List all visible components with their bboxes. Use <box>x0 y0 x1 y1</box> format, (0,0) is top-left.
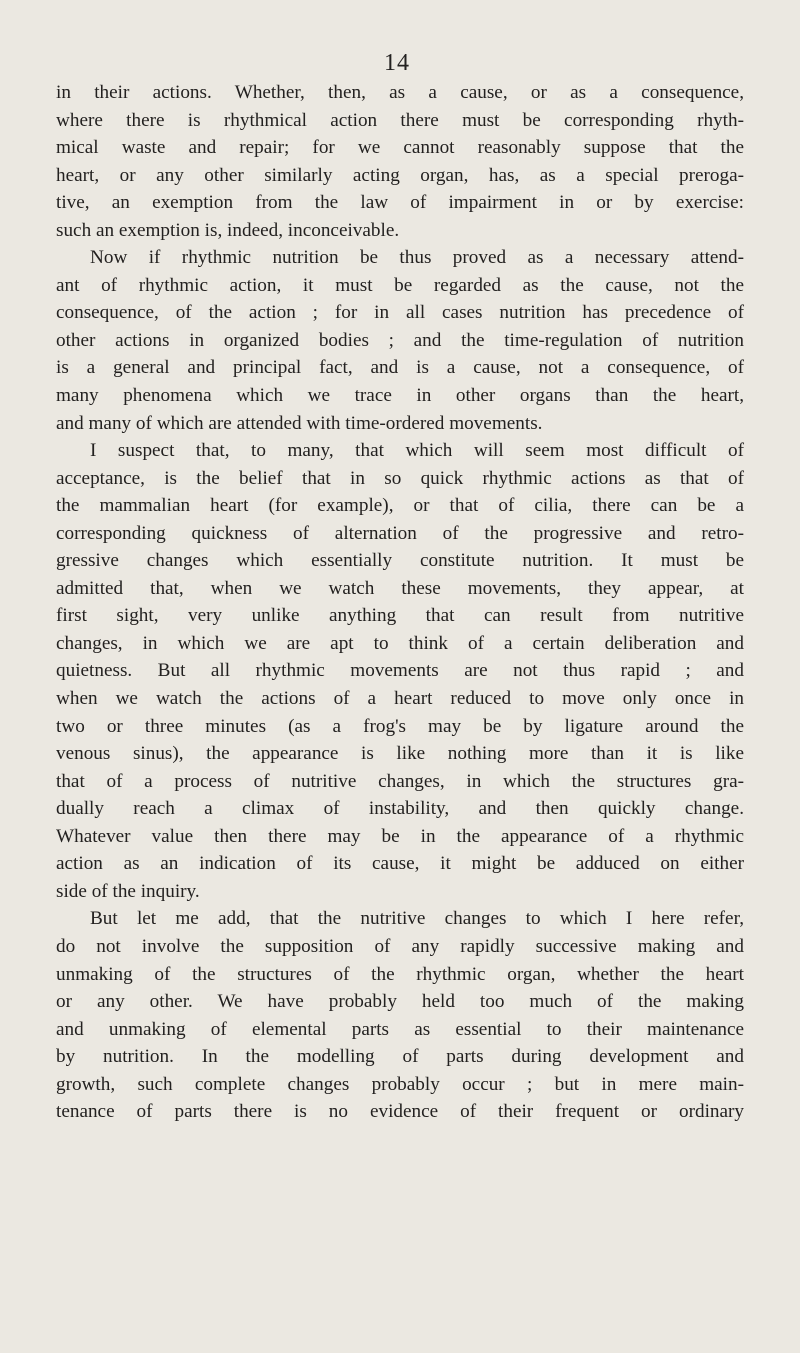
text-line: two or three minutes (as a frog's may be by ligature around the <box>56 715 744 737</box>
text-line: the mammalian heart (for example), or that of cilia, there can be a <box>56 495 744 517</box>
page-number: 14 <box>384 50 410 76</box>
text-line: side of the inquiry. <box>56 880 200 902</box>
text-line: and unmaking of elemental parts as essential to their maintenance <box>56 1018 744 1040</box>
text-line: many phenomena which we trace in other organs than the heart, <box>56 385 744 407</box>
text-line: heart, or any other similarly acting organ, has, as a special preroga- <box>56 164 744 186</box>
text-line: venous sinus), the appearance is like nothing more than it is like <box>56 743 744 765</box>
text-line: admitted that, when we watch these movements, they appear, at <box>56 577 744 599</box>
text-line: consequence, of the action ; for in all cases nutrition has precedence of <box>56 302 744 324</box>
text-line: by nutrition. In the modelling of parts during development and <box>56 1046 744 1068</box>
text-line: ant of rhythmic action, it must be regarded as the cause, not the <box>56 274 744 296</box>
text-line: changes, in which we are apt to think of a certain deliberation and <box>56 632 744 654</box>
text-line: dually reach a climax of instability, and then quickly change. <box>56 798 744 820</box>
text-line: such an exemption is, indeed, inconceivable. <box>56 219 400 241</box>
text-line: do not involve the supposition of any rapidly successive making and <box>56 935 744 957</box>
text-line: Whatever value then there may be in the appearance of a rhythmic <box>56 825 744 847</box>
text-line: tive, an exemption from the law of impairment in or by exercise: <box>56 192 744 214</box>
text-line: or any other. We have probably held too much of the making <box>56 991 744 1013</box>
text-line: is a general and principal fact, and is a cause, not a consequence, of <box>56 357 744 379</box>
text-line: Now if rhythmic nutrition be thus proved as a necessary attend- <box>90 247 744 269</box>
text-line: gressive changes which essentially constitute nutrition. It must be <box>56 550 744 572</box>
text-line: other actions in organized bodies ; and the time-regulation of nutrition <box>56 329 744 351</box>
text-line: that of a process of nutritive changes, in which the structures gra- <box>56 770 744 792</box>
text-line: and many of which are attended with time-ordered movements. <box>56 412 543 434</box>
body-text <box>56 79 744 1126</box>
text-line: growth, such complete changes probably occur ; but in mere main- <box>56 1073 744 1095</box>
text-line: acceptance, is the belief that in so quick rhythmic actions as that of <box>56 467 744 489</box>
text-line: mical waste and repair; for we cannot reasonably suppose that the <box>56 137 744 159</box>
text-line: tenance of parts there is no evidence of their frequent or ordinary <box>56 1101 744 1123</box>
text-line: action as an indication of its cause, it might be adduced on either <box>56 853 744 875</box>
text-line: when we watch the actions of a heart reduced to move only once in <box>56 688 744 710</box>
text-line: where there is rhythmical action there must be corresponding rhyth- <box>56 109 744 131</box>
text-line: But let me add, that the nutritive changes to which I here refer, <box>90 908 744 930</box>
text-line: in their actions. Whether, then, as a cause, or as a consequence, <box>56 82 744 103</box>
text-line: quietness. But all rhythmic movements are not thus rapid ; and <box>56 660 744 682</box>
text-line: unmaking of the structures of the rhythmic organ, whether the heart <box>56 963 744 985</box>
text-line: I suspect that, to many, that which will seem most difficult of <box>90 440 744 462</box>
text-line: first sight, very unlike anything that can result from nutritive <box>56 605 744 627</box>
text-line: corresponding quickness of alternation of the progressive and retro- <box>56 522 744 544</box>
